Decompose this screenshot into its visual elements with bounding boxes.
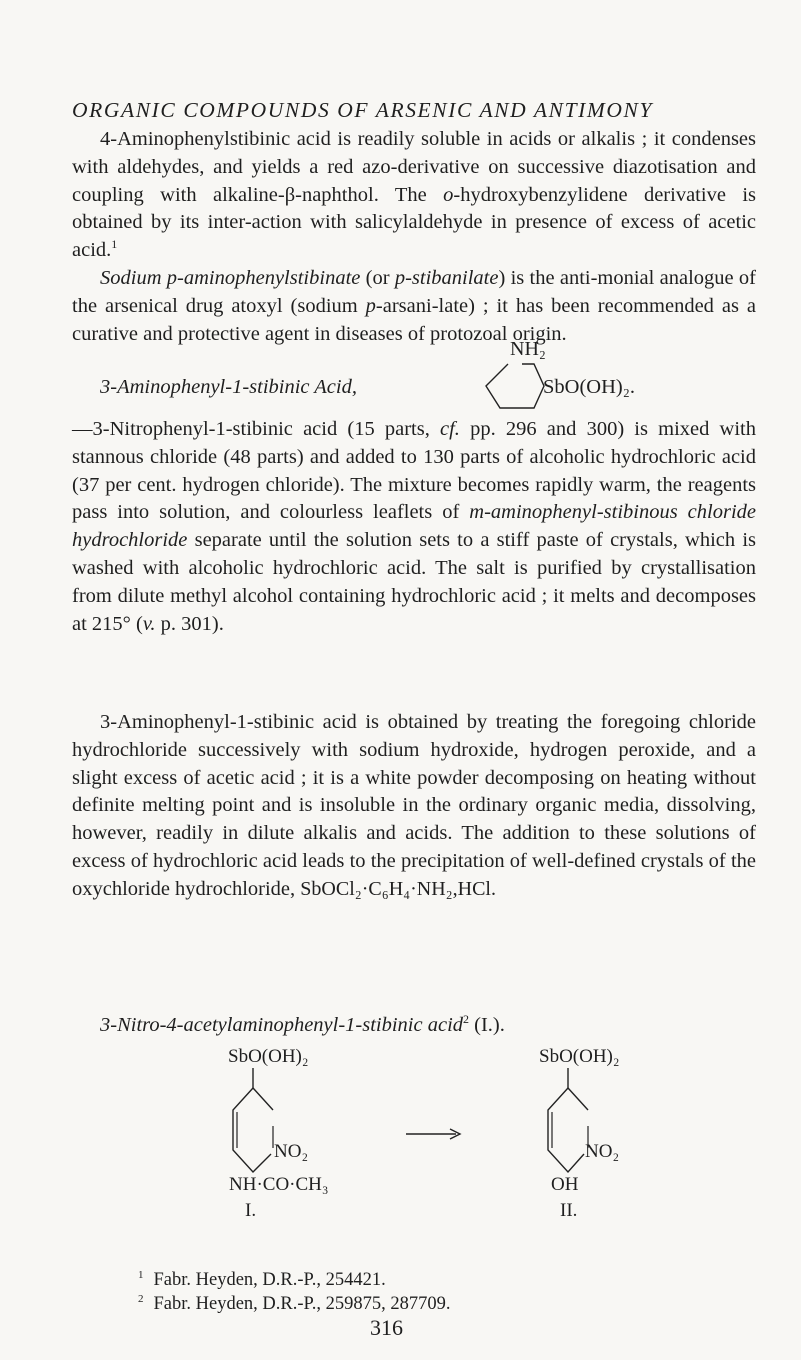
compound-1-side-group: NO₂ — [274, 1141, 309, 1162]
footnotes — [138, 1268, 451, 1316]
section-heading-2 — [100, 1014, 505, 1037]
compound-name-sodium: Sodium p-aminophenylstibinate — [100, 267, 361, 289]
compound-2-side-group: NO₂ — [585, 1141, 620, 1162]
compound-alt-name: p-stibanilate — [394, 267, 499, 289]
para4-text-a: 3-Aminophenyl-1-stibinic acid is obtained by treating the foregoing chloride hydrochloride successively with sodium hydroxide, hydrogen peroxide, and a slight excess of acetic acid ; it is a white powder decomposing on heating without definite melting point and is insoluble in the ordinary organic media, dissolving, however, readily in dilute alkalis and acids. The addition to these solutions of excess of hydrochloric acid leads to the precipitation of well-defined crystals of the oxychloride hydrochloride, — [72, 711, 756, 900]
para3-text-c: separate until the solution sets to a stiff paste of crystals, which is washed with alcoholic hydrochloric acid. The salt is purified by crystallisation from dilute methyl alcohol containing hydrochloric acid ; it melts and decomposes at 215° ( — [72, 529, 756, 635]
para1-text-a: 4-Aminophenylstibinic acid is readily soluble in acids or alkalis ; it condenses with aldehydes, and yields a red azo-derivative on successive diazotisation and coupling with alkaline-β-naphthol. The — [72, 128, 756, 206]
paragraph-1 — [72, 126, 756, 265]
heading-2-title: 3-Nitro-4-acetylaminophenyl-1-stibinic acid — [100, 1014, 464, 1036]
para2-text-b: ) is the anti-monial analogue of the arsenical drug atoxyl (sodium — [72, 267, 756, 317]
footnote-1-text: Fabr. Heyden, D.R.-P., 254421. — [153, 1270, 386, 1290]
compound-2-bottom-group: OH — [551, 1174, 579, 1195]
running-head: ORGANIC COMPOUNDS OF ARSENIC AND ANTIMONY — [72, 98, 654, 122]
para2-text-c: -arsani-late) ; it has been recommended as a curative and protective agent in diseases of protozoal origin. — [72, 294, 757, 345]
para3-cf: cf. — [440, 418, 460, 440]
footnote-ref-2: 2 — [463, 1012, 470, 1027]
compound-1-top-group: SbO(OH)₂ — [228, 1046, 309, 1067]
paragraph-4 — [72, 709, 756, 904]
benzene-ring-icon — [470, 360, 550, 412]
paragraph-2 — [72, 265, 756, 348]
compound-2-top-group: SbO(OH)₂ — [539, 1046, 620, 1067]
para3-text-b: pp. 296 and 300) is mixed with stannous chloride (48 parts) and added to 130 parts of alcoholic hydrochloric acid (37 per cent. hydrogen chloride). The mixture becomes rapidly warm, the reagents pass into solution, and colourless leaflets of — [72, 418, 756, 524]
amino-substituent: NH₂ — [510, 338, 546, 360]
oxychloride-formula: SbOCl₂·C₆H₄·NH₂,HCl. — [300, 877, 496, 900]
para2-text-a: (or — [360, 267, 395, 289]
para1-ortho: o — [443, 183, 454, 206]
compound-2-ring-icon — [538, 1068, 618, 1180]
footnote-1-mark: 1 — [138, 1268, 144, 1281]
para1-text-b: -hydroxybenzylidene derivative is obtained by its inter-action with salicylaldehyde in presence of excess of acetic acid. — [72, 183, 756, 262]
section-heading-1 — [100, 376, 357, 399]
footnote-2-mark: 2 — [138, 1292, 144, 1305]
footnote-2-text: Fabr. Heyden, D.R.-P., 259875, 287709. — [153, 1294, 451, 1314]
stibinic-group: SbO(OH)₂. — [543, 376, 635, 398]
page-number: 316 — [370, 1315, 403, 1340]
heading-2-tail: (I.). — [469, 1014, 505, 1036]
paragraph-3 — [72, 416, 756, 638]
footnote-1 — [138, 1268, 451, 1292]
reaction-arrow-icon — [404, 1127, 468, 1141]
para3-text-a: —3-Nitrophenyl-1-stibinic acid (15 parts, — [72, 418, 441, 440]
footnote-ref-1: 1 — [111, 237, 118, 252]
compound-2-label: II. — [560, 1200, 578, 1221]
heading-1-title: 3-Aminophenyl-1-stibinic Acid, — [100, 376, 357, 398]
para3-vide: v. — [142, 612, 156, 635]
compound-name-chloride: m-aminophenyl-stibinous chloride hydrochloride — [72, 501, 756, 552]
para3-text-d: p. 301). — [155, 612, 224, 635]
compound-1-ring-icon — [225, 1068, 305, 1180]
compound-1-bottom-group: NH·CO·CH₃ — [229, 1174, 329, 1195]
footnote-2 — [138, 1292, 451, 1316]
compound-1-label: I. — [245, 1200, 257, 1221]
para2-para: p — [365, 294, 376, 317]
